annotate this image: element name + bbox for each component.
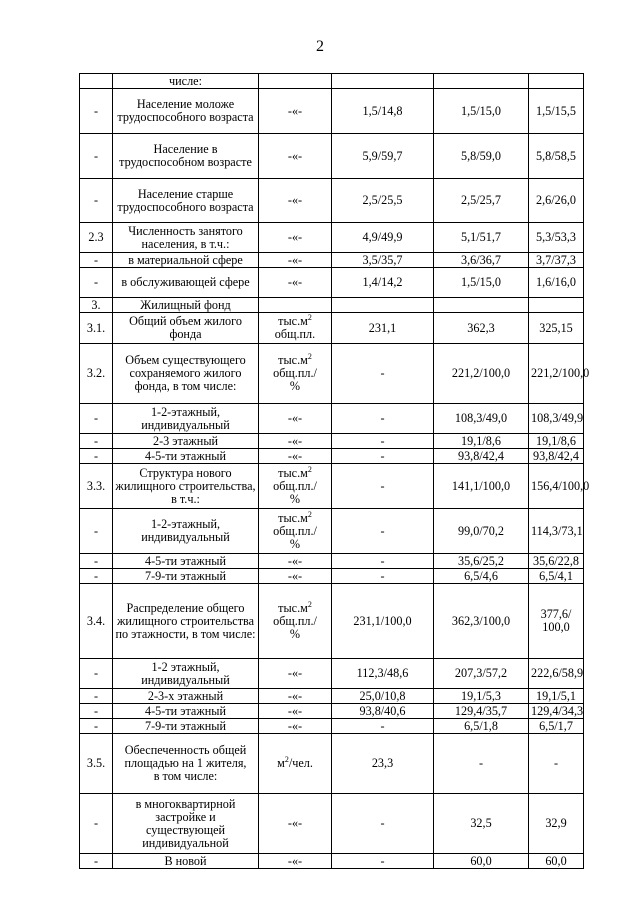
cell-value-c: 221,2/100,0: [529, 344, 584, 404]
cell-value-b: 108,3/49,0: [434, 404, 529, 434]
cell-indicator: Население в трудоспособном возрасте: [113, 134, 259, 179]
cell-indicator: 2-3-х этажный: [113, 689, 259, 704]
cell-indicator: числе:: [113, 74, 259, 89]
cell-value-a: -: [332, 434, 434, 449]
cell-value-b: 32,5: [434, 794, 529, 854]
table-row: [80, 854, 584, 869]
cell-value-c: [529, 298, 584, 313]
cell-indicator: Объем существующего сохраняемого жилого фонда, в том числе:: [113, 344, 259, 404]
cell-value-b: 35,6/25,2: [434, 554, 529, 569]
cell-indicator: 7-9-ти этажный: [113, 569, 259, 584]
cell-unit: -«-: [259, 569, 332, 584]
cell-row-number: 3.1.: [80, 313, 113, 344]
cell-value-c: 129,4/34,3: [529, 704, 584, 719]
table-row: [80, 179, 584, 223]
cell-unit: $тыс.м^2$ общ.пл./ %: [259, 344, 332, 404]
cell-value-c: 6,5/4,1: [529, 569, 584, 584]
cell-value-c: 19,1/5,1: [529, 689, 584, 704]
cell-unit: -«-: [259, 689, 332, 704]
table-row: [80, 89, 584, 134]
table-row: [80, 464, 584, 509]
cell-value-b: 141,1/100,0: [434, 464, 529, 509]
cell-row-number: -: [80, 179, 113, 223]
cell-indicator: 1-2-этажный, индивидуальный: [113, 509, 259, 554]
cell-value-b: 6,5/1,8: [434, 719, 529, 734]
cell-row-number: 3.: [80, 298, 113, 313]
cell-unit: [259, 298, 332, 313]
cell-row-number: -: [80, 509, 113, 554]
cell-unit: $тыс.м^2$ общ.пл./ %: [259, 584, 332, 659]
table-row: [80, 253, 584, 268]
cell-value-c: 2,6/26,0: [529, 179, 584, 223]
cell-unit: -«-: [259, 554, 332, 569]
cell-value-a: 231,1/100,0: [332, 584, 434, 659]
cell-value-b: 6,5/4,6: [434, 569, 529, 584]
table-row: [80, 344, 584, 404]
table-row: [80, 298, 584, 313]
cell-value-a: 4,9/49,9: [332, 223, 434, 253]
cell-value-a: 5,9/59,7: [332, 134, 434, 179]
cell-unit: $тыс.м^2$ общ.пл.: [259, 313, 332, 344]
cell-value-c: -: [529, 734, 584, 794]
cell-value-c: [529, 74, 584, 89]
cell-value-a: 25,0/10,8: [332, 689, 434, 704]
cell-indicator: Численность занятого населения, в т.ч.:: [113, 223, 259, 253]
cell-value-b: 60,0: [434, 854, 529, 869]
cell-value-b: 5,1/51,7: [434, 223, 529, 253]
cell-unit: -«-: [259, 719, 332, 734]
table-row: [80, 313, 584, 344]
cell-indicator: Обеспеченность общей площадью на 1 жителя, в том числе:: [113, 734, 259, 794]
cell-value-a: -: [332, 509, 434, 554]
table-row: [80, 584, 584, 659]
cell-value-b: 207,3/57,2: [434, 659, 529, 689]
cell-value-b: 19,1/5,3: [434, 689, 529, 704]
table-row: [80, 704, 584, 719]
cell-indicator: Распределение общего жилищного строительства по этажности, в том числе:: [113, 584, 259, 659]
cell-unit: -«-: [259, 179, 332, 223]
cell-value-a: -: [332, 554, 434, 569]
cell-value-c: 222,6/58,9: [529, 659, 584, 689]
cell-unit: -«-: [259, 268, 332, 298]
cell-value-a: -: [332, 344, 434, 404]
cell-value-b: 5,8/59,0: [434, 134, 529, 179]
cell-unit: -«-: [259, 134, 332, 179]
cell-unit: -«-: [259, 854, 332, 869]
cell-value-a: 93,8/40,6: [332, 704, 434, 719]
table-row: [80, 734, 584, 794]
table-row: [80, 554, 584, 569]
cell-unit: $м^2$/чел.: [259, 734, 332, 794]
cell-value-c: 6,5/1,7: [529, 719, 584, 734]
cell-row-number: -: [80, 134, 113, 179]
cell-unit: -«-: [259, 704, 332, 719]
cell-row-number: -: [80, 794, 113, 854]
table-row: [80, 449, 584, 464]
cell-value-a: [332, 298, 434, 313]
cell-value-a: -: [332, 854, 434, 869]
cell-value-c: 156,4/100,0: [529, 464, 584, 509]
table-row: [80, 134, 584, 179]
cell-value-a: -: [332, 449, 434, 464]
table-row: [80, 569, 584, 584]
cell-value-a: 1,4/14,2: [332, 268, 434, 298]
cell-indicator: 7-9-ти этажный: [113, 719, 259, 734]
cell-value-c: 5,8/58,5: [529, 134, 584, 179]
cell-value-a: 3,5/35,7: [332, 253, 434, 268]
cell-value-c: 35,6/22,8: [529, 554, 584, 569]
table-row: [80, 719, 584, 734]
cell-row-number: 3.3.: [80, 464, 113, 509]
cell-row-number: -: [80, 689, 113, 704]
cell-value-a: 23,3: [332, 734, 434, 794]
cell-indicator: Структура нового жилищного строительства, в т.ч.:: [113, 464, 259, 509]
cell-indicator: в обслуживающей сфере: [113, 268, 259, 298]
cell-value-a: -: [332, 464, 434, 509]
cell-value-b: 2,5/25,7: [434, 179, 529, 223]
cell-value-b: 362,3/100,0: [434, 584, 529, 659]
cell-value-b: -: [434, 734, 529, 794]
cell-value-b: 221,2/100,0: [434, 344, 529, 404]
cell-value-a: 1,5/14,8: [332, 89, 434, 134]
cell-value-a: [332, 74, 434, 89]
cell-row-number: 3.4.: [80, 584, 113, 659]
cell-value-a: 231,1: [332, 313, 434, 344]
indicators-table: [79, 73, 590, 869]
cell-indicator: в материальной сфере: [113, 253, 259, 268]
cell-value-c: 377,6/ 100,0: [529, 584, 584, 659]
cell-value-c: 1,5/15,5: [529, 89, 584, 134]
cell-value-b: 1,5/15,0: [434, 89, 529, 134]
cell-value-c: 114,3/73,1: [529, 509, 584, 554]
cell-value-c: 93,8/42,4: [529, 449, 584, 464]
cell-unit: [259, 74, 332, 89]
cell-indicator: 2-3 этажный: [113, 434, 259, 449]
table-row: [80, 74, 584, 89]
cell-row-number: -: [80, 253, 113, 268]
cell-value-a: 2,5/25,5: [332, 179, 434, 223]
cell-unit: -«-: [259, 449, 332, 464]
cell-value-b: [434, 74, 529, 89]
cell-value-b: 362,3: [434, 313, 529, 344]
table-row: [80, 268, 584, 298]
cell-unit: -«-: [259, 404, 332, 434]
cell-value-c: 3,7/37,3: [529, 253, 584, 268]
cell-value-c: 32,9: [529, 794, 584, 854]
cell-row-number: -: [80, 554, 113, 569]
cell-unit: $тыс.м^2$ общ.пл./ %: [259, 509, 332, 554]
cell-indicator: В новой: [113, 854, 259, 869]
cell-row-number: -: [80, 854, 113, 869]
cell-value-c: 5,3/53,3: [529, 223, 584, 253]
cell-indicator: 4-5-ти этажный: [113, 449, 259, 464]
page-number: 2: [316, 38, 324, 55]
cell-indicator: 4-5-ти этажный: [113, 704, 259, 719]
cell-value-c: 60,0: [529, 854, 584, 869]
cell-value-a: -: [332, 794, 434, 854]
cell-row-number: 2.3: [80, 223, 113, 253]
cell-row-number: -: [80, 89, 113, 134]
cell-value-b: 3,6/36,7: [434, 253, 529, 268]
cell-row-number: -: [80, 569, 113, 584]
table-row: [80, 509, 584, 554]
cell-value-b: 1,5/15,0: [434, 268, 529, 298]
cell-row-number: -: [80, 704, 113, 719]
cell-value-c: 1,6/16,0: [529, 268, 584, 298]
cell-indicator: Население моложе трудоспособного возраста: [113, 89, 259, 134]
table-row: [80, 404, 584, 434]
cell-value-c: 108,3/49,9: [529, 404, 584, 434]
table-row: [80, 794, 584, 854]
cell-indicator: Население старше трудоспособного возраста: [113, 179, 259, 223]
cell-value-a: -: [332, 569, 434, 584]
cell-value-b: 129,4/35,7: [434, 704, 529, 719]
cell-indicator: Общий объем жилого фонда: [113, 313, 259, 344]
cell-unit: -«-: [259, 434, 332, 449]
table-row: [80, 223, 584, 253]
cell-value-b: [434, 298, 529, 313]
cell-row-number: -: [80, 449, 113, 464]
cell-row-number: -: [80, 719, 113, 734]
table-row: [80, 659, 584, 689]
cell-row-number: 3.5.: [80, 734, 113, 794]
cell-value-b: 99,0/70,2: [434, 509, 529, 554]
cell-row-number: -: [80, 659, 113, 689]
cell-row-number: -: [80, 434, 113, 449]
cell-unit: -«-: [259, 223, 332, 253]
cell-row-number: [80, 74, 113, 89]
cell-unit: -«-: [259, 253, 332, 268]
cell-indicator: 1-2 этажный, индивидуальный: [113, 659, 259, 689]
cell-indicator: 4-5-ти этажный: [113, 554, 259, 569]
cell-unit: $тыс.м^2$ общ.пл./ %: [259, 464, 332, 509]
cell-unit: -«-: [259, 794, 332, 854]
cell-row-number: 3.2.: [80, 344, 113, 404]
cell-value-c: 19,1/8,6: [529, 434, 584, 449]
cell-value-b: 93,8/42,4: [434, 449, 529, 464]
cell-indicator: Жилищный фонд: [113, 298, 259, 313]
cell-value-b: 19,1/8,6: [434, 434, 529, 449]
cell-unit: -«-: [259, 659, 332, 689]
cell-row-number: -: [80, 268, 113, 298]
cell-unit: -«-: [259, 89, 332, 134]
cell-indicator: в многоквартирной застройке и существующей индивидуальной: [113, 794, 259, 854]
cell-value-c: 325,15: [529, 313, 584, 344]
table-row: [80, 689, 584, 704]
table-row: [80, 434, 584, 449]
cell-value-a: -: [332, 719, 434, 734]
cell-value-a: 112,3/48,6: [332, 659, 434, 689]
cell-row-number: -: [80, 404, 113, 434]
cell-indicator: 1-2-этажный, индивидуальный: [113, 404, 259, 434]
cell-value-a: -: [332, 404, 434, 434]
